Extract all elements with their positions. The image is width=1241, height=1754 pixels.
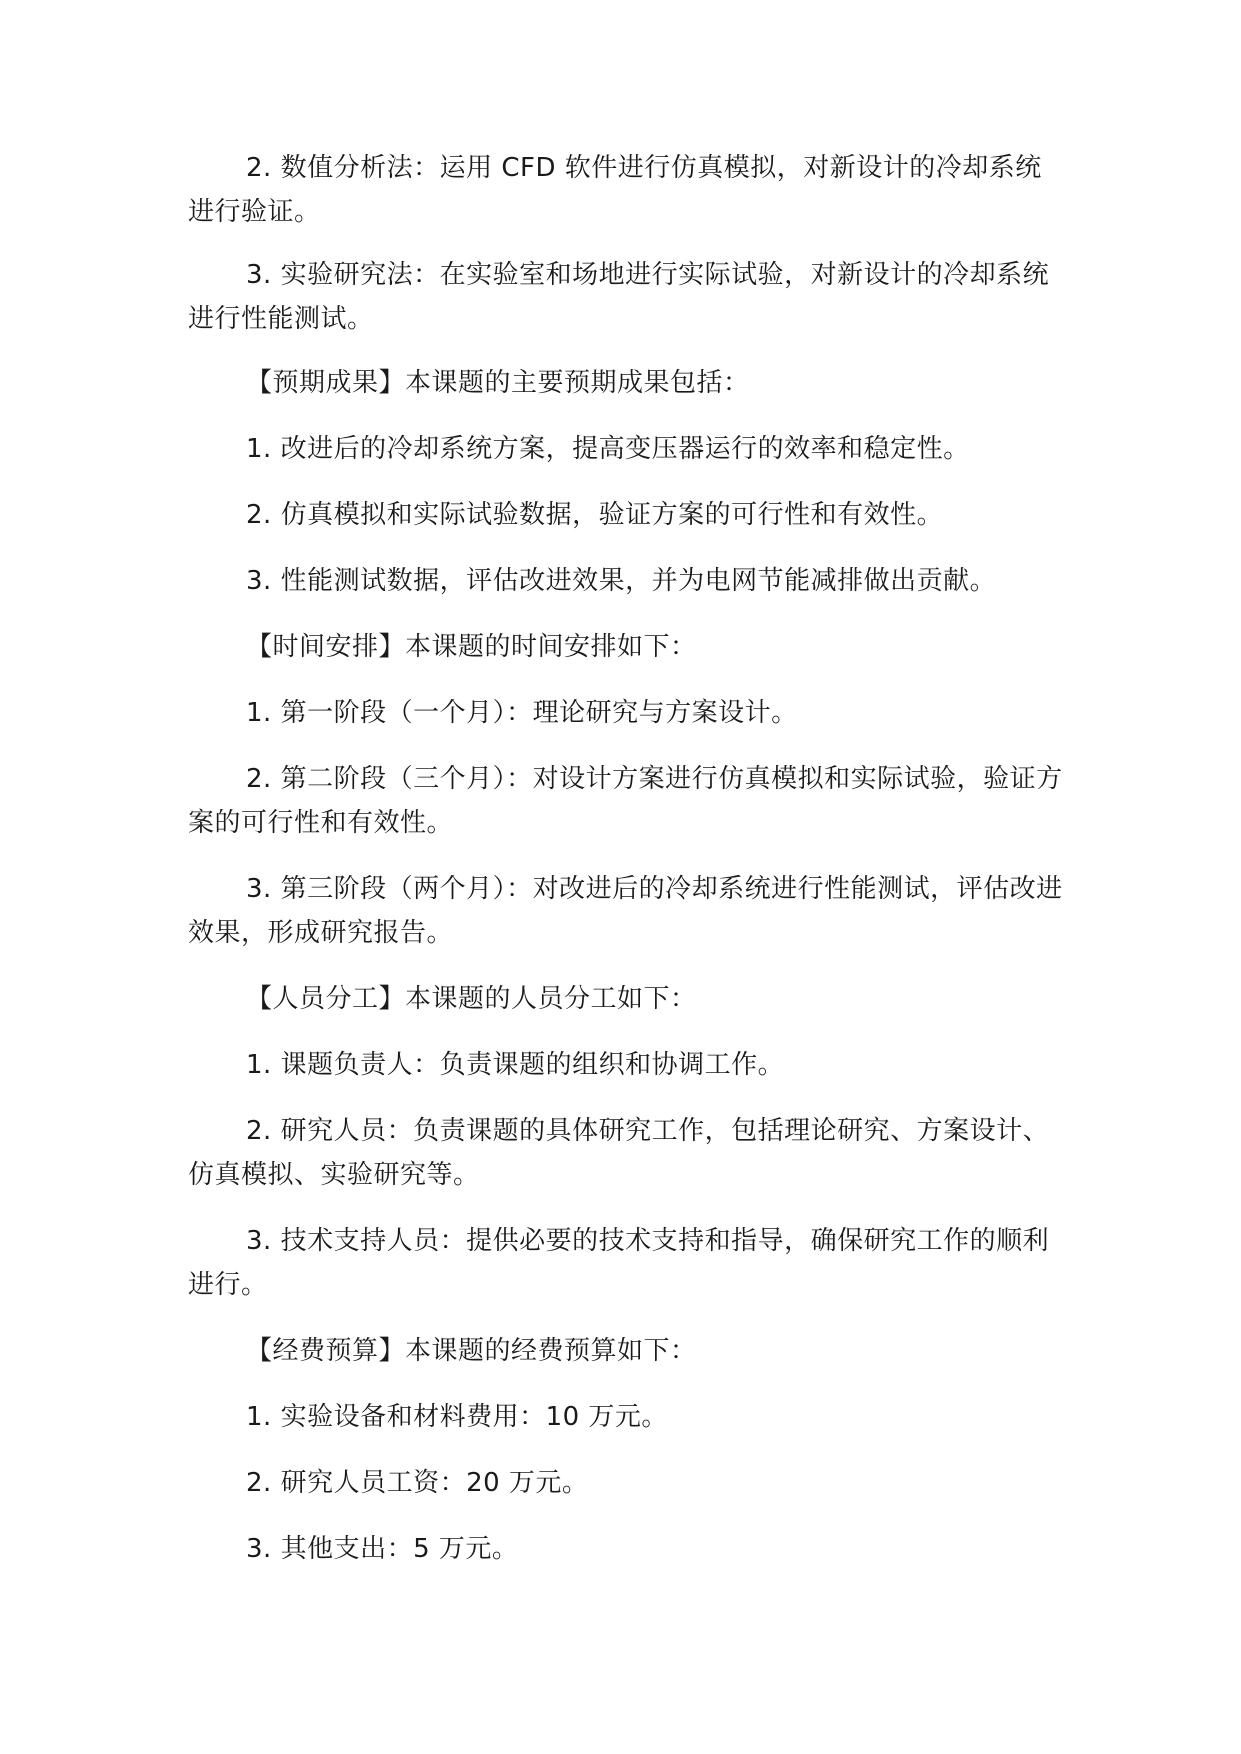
schedule-item-2: 2. 第二阶段（三个月）：对设计方案进行仿真模拟和实际试验，验证方案的可行性和有效性。 — [188, 764, 1063, 838]
budget-item-2: 2. 研究人员工资：20 万元。 — [246, 1468, 589, 1498]
staffing-item-3: 3. 技术支持人员：提供必要的技术支持和指导，确保研究工作的顺利进行。 — [188, 1226, 1050, 1300]
budget-item-1: 1. 实验设备和材料费用：10 万元。 — [246, 1402, 668, 1432]
schedule-item-3: 3. 第三阶段（两个月）：对改进后的冷却系统进行性能测试，评估改进效果，形成研究报告。 — [188, 874, 1063, 948]
method-numerical-analysis: 2. 数值分析法：运用 CFD 软件进行仿真模拟，对新设计的冷却系统进行验证。 — [188, 153, 1042, 227]
expected-result-item-3: 3. 性能测试数据，评估改进效果，并为电网节能减排做出贡献。 — [246, 566, 997, 596]
schedule-item-1: 1. 第一阶段（一个月）：理论研究与方案设计。 — [246, 698, 798, 728]
method-experimental-research: 3. 实验研究法：在实验室和场地进行实际试验，对新设计的冷却系统进行性能测试。 — [188, 260, 1050, 334]
document-body — [188, 146, 1068, 1593]
section-schedule-heading: 【时间安排】本课题的时间安排如下： — [246, 632, 697, 662]
staffing-item-1: 1. 课题负责人：负责课题的组织和协调工作。 — [246, 1050, 785, 1080]
section-budget-heading: 【经费预算】本课题的经费预算如下： — [246, 1336, 697, 1366]
expected-result-item-1: 1. 改进后的冷却系统方案，提高变压器运行的效率和稳定性。 — [246, 434, 970, 464]
budget-item-3: 3. 其他支出：5 万元。 — [246, 1534, 519, 1564]
section-expected-results-heading: 【预期成果】本课题的主要预期成果包括： — [246, 368, 750, 398]
staffing-item-2: 2. 研究人员：负责课题的具体研究工作，包括理论研究、方案设计、仿真模拟、实验研究等。 — [188, 1116, 1050, 1190]
section-staffing-heading: 【人员分工】本课题的人员分工如下： — [246, 984, 697, 1014]
expected-result-item-2: 2. 仿真模拟和实际试验数据，验证方案的可行性和有效性。 — [246, 500, 944, 530]
